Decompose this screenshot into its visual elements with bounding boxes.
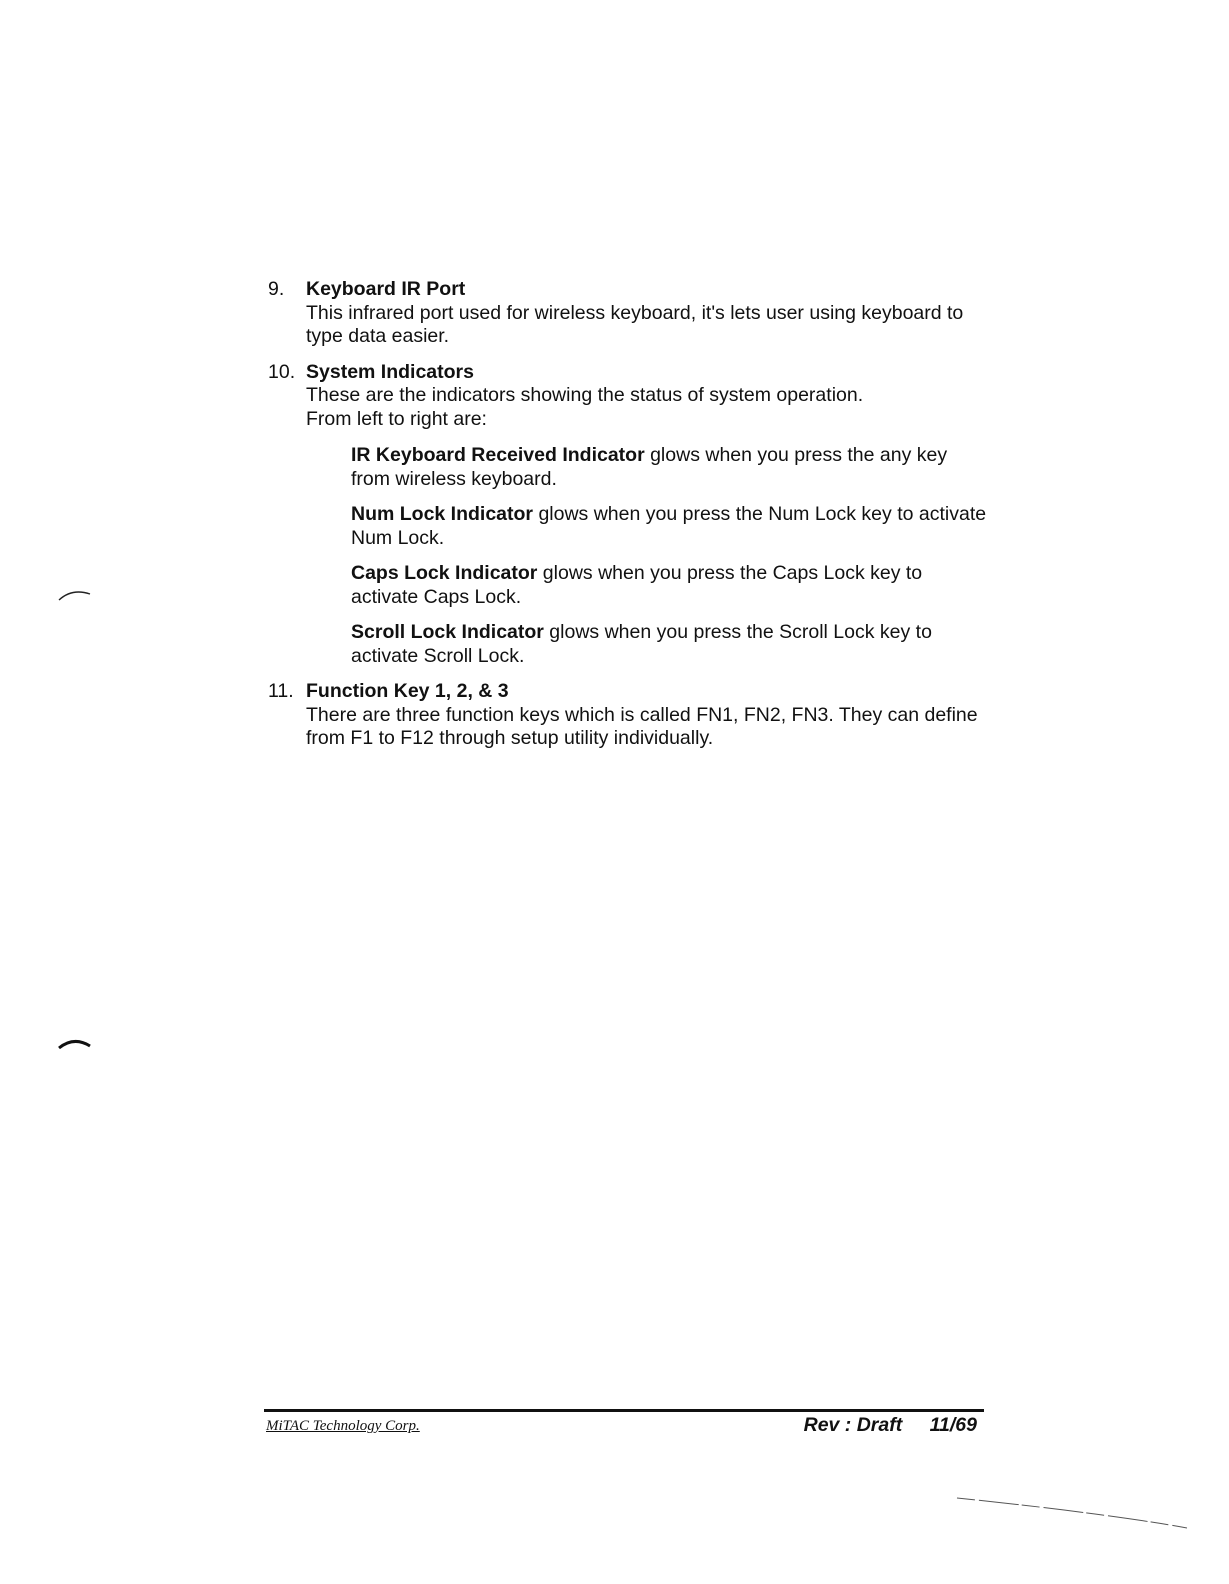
- scan-mark-top: [58, 586, 94, 602]
- footer-revision: Rev : Draft: [803, 1414, 903, 1436]
- indicator-name: IR Keyboard Received Indicator: [351, 444, 645, 466]
- list-item-system-indicators: [268, 361, 988, 669]
- item-number: 10.: [268, 360, 296, 383]
- item-number: 9.: [268, 278, 285, 300]
- indicator-caps-lock: [351, 562, 988, 609]
- indicator-description: glows when you press the Scroll Lock key to activate Scroll Lock.: [351, 621, 932, 667]
- footer-company: MiTAC Technology Corp.: [266, 1418, 420, 1434]
- item-title: Keyboard IR Port: [306, 278, 466, 300]
- list-item-keyboard-ir-port: [268, 278, 988, 349]
- content-area: [268, 278, 988, 763]
- footer-page-number: 11/69: [929, 1414, 977, 1436]
- indicator-ir-keyboard: [351, 444, 988, 491]
- indicator-description: glows when you press the Caps Lock key to activate Caps Lock.: [351, 562, 923, 608]
- indicator-num-lock: [351, 503, 988, 550]
- indicator-list: [351, 444, 988, 668]
- item-body: There are three function keys which is called FN1, FN2, FN3. They can define from F1 to F12 through setup utility individually.: [306, 703, 978, 749]
- scan-mark-bottom: [58, 1036, 94, 1052]
- item-body: This infrared port used for wireless keyboard, it's lets user using keyboard to type data easier.: [306, 301, 964, 347]
- item-number: 11.: [268, 680, 294, 702]
- item-body-line: These are the indicators showing the status of system operation.: [306, 384, 864, 406]
- scan-mark-corner: [955, 1492, 1190, 1532]
- item-title: Function Key 1, 2, & 3: [306, 680, 509, 702]
- list-item-function-keys: [268, 680, 988, 751]
- item-body-line: From left to right are:: [306, 407, 487, 430]
- footer-divider: [264, 1409, 984, 1412]
- indicator-scroll-lock: [351, 621, 988, 668]
- indicator-name: Scroll Lock Indicator: [351, 621, 544, 643]
- indicator-description: glows when you press the Num Lock key to activate Num Lock.: [351, 503, 987, 549]
- indicator-name: Caps Lock Indicator: [351, 562, 538, 584]
- item-title: System Indicators: [306, 360, 474, 383]
- indicator-description: glows when you press the any key from wireless keyboard.: [351, 444, 948, 490]
- footer-revision-block: [804, 1414, 977, 1437]
- indicator-name: Num Lock Indicator: [351, 503, 534, 525]
